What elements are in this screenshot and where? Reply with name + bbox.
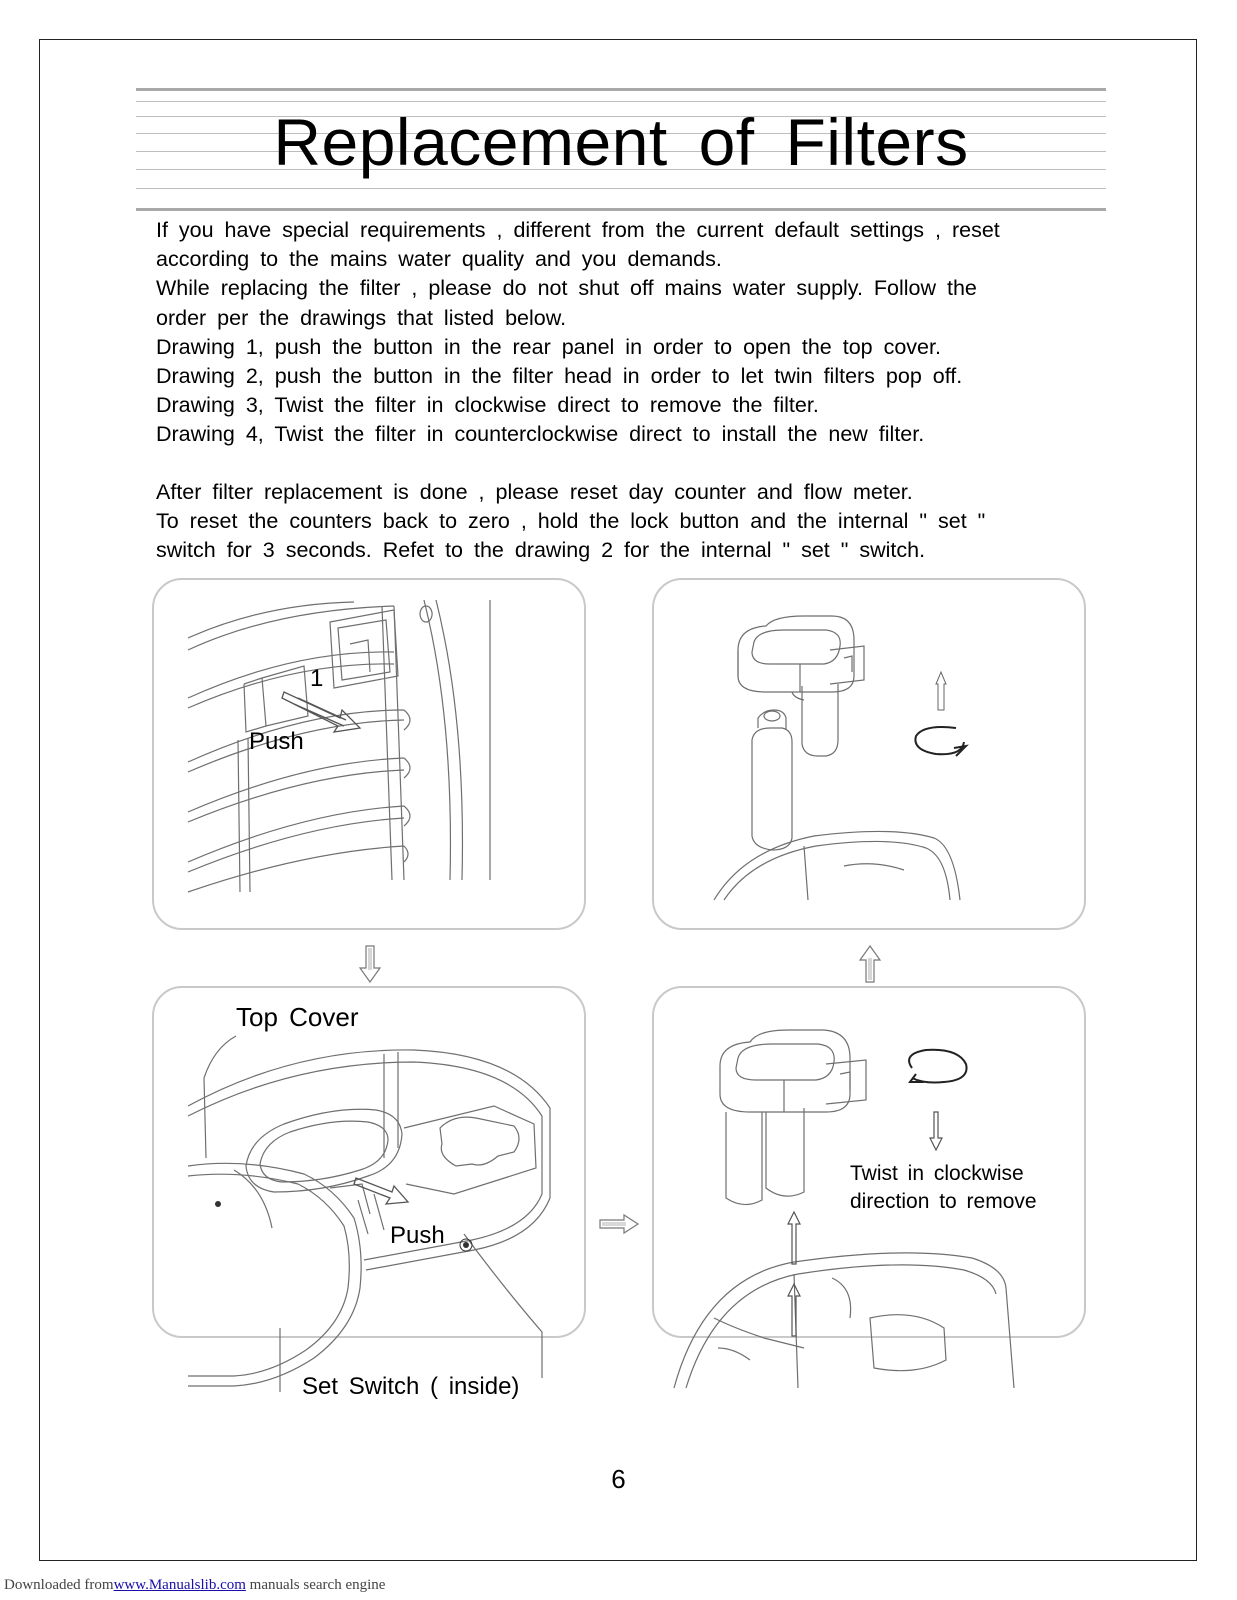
reset-line: After filter replacement is done , please reset day counter and flow meter. [156,479,913,504]
footer-prefix: Downloaded from [4,1577,114,1593]
arrow-right-icon [598,1212,640,1236]
step-number-label: 1 [310,665,324,692]
instruction-line: Drawing 1, push the button in the rear panel in order to open the top cover. [156,334,941,359]
drawing-3-panel [652,986,1086,1338]
instruction-line: While replacing the filter , please do not shut off mains water supply. Follow the [156,276,977,301]
instruction-line: order per the drawings that listed below. [156,305,567,330]
rear-panel-illustration [154,580,588,932]
instructions-text [156,216,1056,565]
manualslib-link[interactable]: www.Manualslib.com [113,1577,246,1593]
filter-install-illustration [654,580,1088,932]
push-label: Push [249,728,304,755]
arrow-down-icon [356,944,384,984]
twist-instruction-line-2: direction to remove [850,1190,1037,1213]
push-label: Push [390,1222,445,1249]
instruction-line: according to the mains water quality and you demands. [156,247,722,272]
arrow-up-icon [856,944,884,984]
instruction-line: If you have special requirements , different from the current default settings , reset [156,218,1000,242]
instruction-line: Drawing 4, Twist the filter in counterclockwise direct to install the new filter. [156,422,925,447]
drawing-4-panel [652,578,1086,930]
instruction-line: Drawing 3, Twist the filter in clockwise direct to remove the filter. [156,393,819,418]
top-cover-label: Top Cover [236,1002,359,1032]
footer [4,1577,385,1594]
instruction-line: Drawing 2, push the button in the filter head in order to let twin filters pop off. [156,364,963,389]
page-title: Replacement of Filters [273,105,969,179]
reset-line: To reset the counters back to zero , hold the lock button and the internal " set " [156,508,986,533]
set-switch-label: Set Switch ( inside) [302,1373,520,1400]
drawing-1-panel [152,578,586,930]
twist-instruction-line-1: Twist in clockwise [850,1162,1024,1185]
reset-line: switch for 3 seconds. Refet to the drawing 2 for the internal " set " switch. [156,538,926,563]
drawing-2-panel [152,986,586,1400]
title-band [136,88,1106,214]
page-number: 6 [611,1464,626,1494]
footer-suffix: manuals search engine [245,1577,386,1593]
